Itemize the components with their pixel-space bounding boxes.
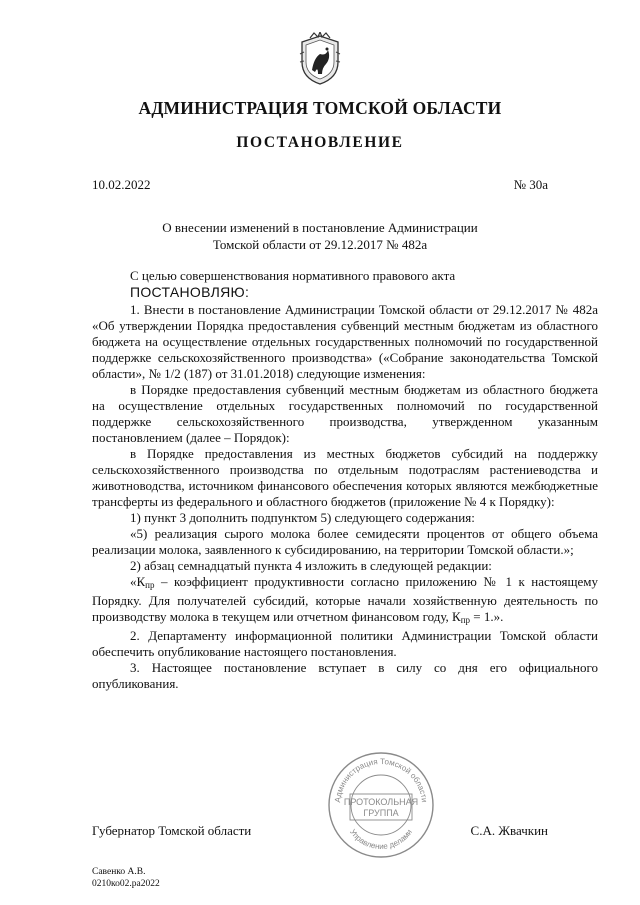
paragraph-3: в Порядке предоставления из местных бюджетов субсидий на поддержку сельскохозяйственного производства по отдельным подотраслям растениеводства и животноводства, источником финансового обеспечения которых являются межбюджетные трансферты из федерального и областного бюджетов (приложение № 4 к Порядку): [92,446,598,509]
resolve-heading: ПОСТАНОВЛЯЮ: [130,284,250,300]
paragraph-1: 1. Внести в постановление Администрации Томской области от 29.12.2017 № 482а «Об утверждении Порядка предоставления субвенций местным бюджетам из областного бюджета на осуществление отдельных государственных полномочий по государственной поддержке сельскохозяйственного производства» («Собрание законодательства Томской области», № 1/2 (187) от 31.01.2018) следующие изменения: [92,302,598,381]
coef-symbol: «К [130,574,146,589]
stamp-ring-bottom: Управление делами [347,827,415,852]
paragraph-2: в Порядке предоставления субвенций местным бюджетам из областного бюджета на осуществление отдельных государственных полномочий по государственной поддержке сельскохозяйственного производства, утвержденном указанным постановлением (далее – Порядок): [92,382,598,445]
document-date: 10.02.2022 [92,177,151,192]
paragraph-5: «5) реализация сырого молока более семидесяти процентов от общего объема реализации молока, заявленного к субсидированию, на территории Томской области.»; [92,526,598,557]
coef-subscript: пр [145,580,155,590]
stamp-center-line: ГРУППА [363,808,399,818]
stamp-center-line: ПРОТОКОЛЬНАЯ [343,797,419,807]
preamble-intro: С целью совершенствования нормативного правового акта [130,268,456,283]
paragraph-7 [92,574,598,628]
svg-text:Управление делами [348,828,414,851]
coat-of-arms-emblem [298,32,342,86]
coef-definition: – коэффициент продуктивности согласно приложению № 1 к настоящему Порядку. Для получателей субсидий, которые начали хозяйственную деятельность по производству молока в текущем или отчетном финансовом году, К [92,574,598,624]
executor-block [92,866,160,890]
document-subject [0,219,640,253]
paragraph-6: 2) абзац семнадцатый пункта 4 изложить в следующей редакции: [130,558,492,573]
executor-name: Савенко А.В. [92,867,146,877]
stamp-ring-top: Администрация Томской области [333,756,429,803]
document-type: ПОСТАНОВЛЕНИЕ [236,134,404,151]
coef-value: = 1.». [470,609,504,624]
document-body [92,302,598,692]
subject-line: Томской области от 29.12.2017 № 482а [212,237,428,252]
organization-title: АДМИНИСТРАЦИЯ ТОМСКОЙ ОБЛАСТИ [138,98,502,118]
coef-subscript: пр [460,615,471,625]
paragraph-9: 3. Настоящее постановление вступает в силу со дня его официального опубликования. [92,660,598,691]
document-number: № 30а [513,177,548,192]
protocol-group-stamp [326,750,436,860]
subject-line: О внесении изменений в постановление Администрации [162,220,478,235]
signatory-position: Губернатор Томской области [92,823,252,838]
signatory-name: С.А. Жвачкин [470,823,548,838]
paragraph-8: 2. Департаменту информационной политики Администрации Томской области обеспечить опубликование настоящего постановления. [92,628,598,659]
document-code: 0210ко02.ра2022 [92,879,160,889]
paragraph-4: 1) пункт 3 дополнить подпунктом 5) следующего содержания: [130,510,475,525]
